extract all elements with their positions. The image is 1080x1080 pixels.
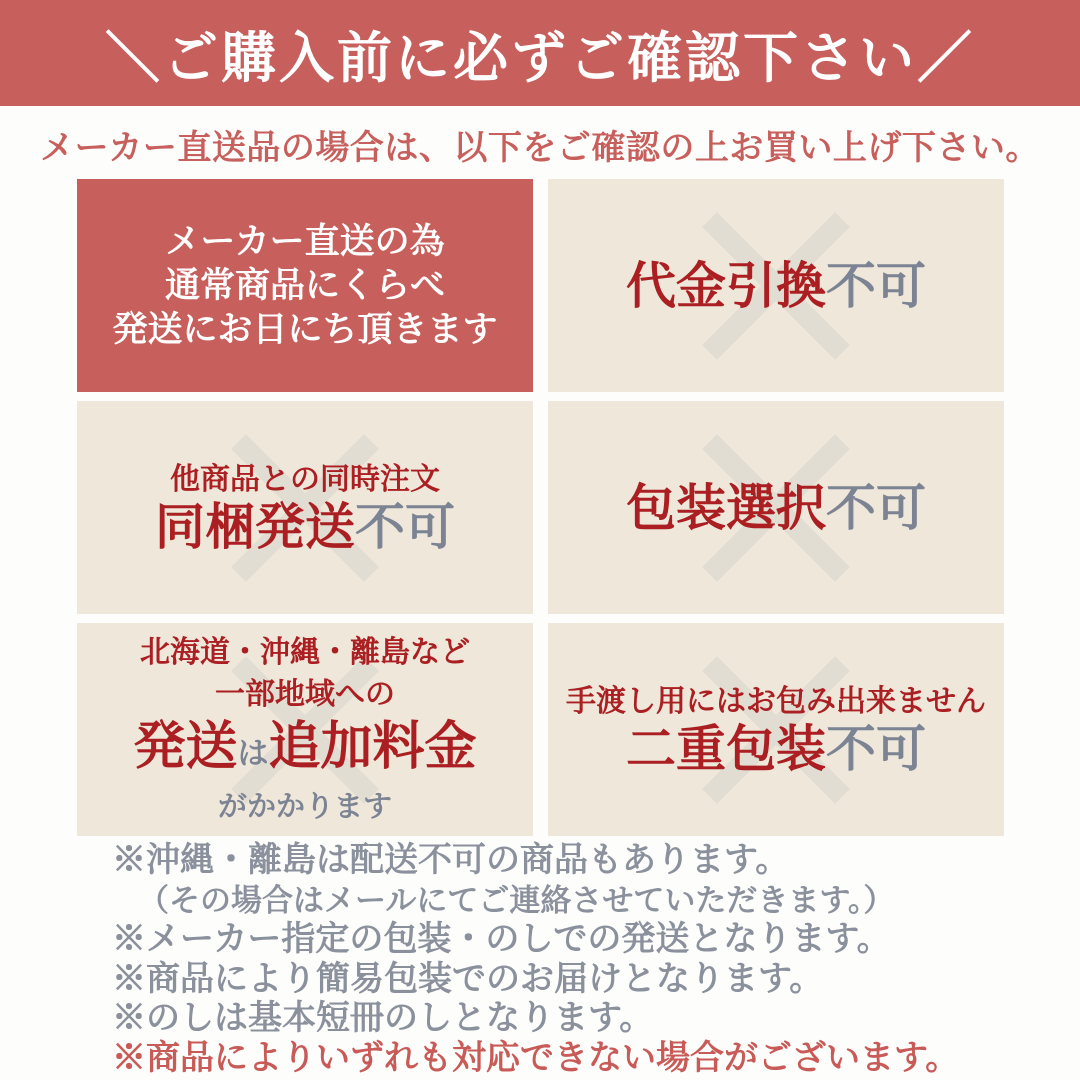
footnote-line: ※メーカー指定の包装・のしでの発送となります。 — [112, 920, 891, 958]
not-available-label: 不可 — [355, 498, 455, 555]
particle-label: は — [237, 736, 269, 771]
cell-line: 通常商品にくらべ — [164, 265, 445, 305]
subtitle-text: メーカー直送品の場合は、以下をご確認の上お買い上げ下さい。 — [40, 129, 1040, 167]
restriction-label: 同梱発送 — [155, 498, 355, 555]
cell-main-text — [626, 721, 926, 777]
not-available-label: 不可 — [826, 257, 926, 314]
cell-main-text — [133, 718, 476, 783]
cell-main-text — [155, 499, 455, 555]
not-available-label: 不可 — [826, 720, 926, 777]
cell-text-block — [626, 258, 926, 314]
footnote-line: ※商品により簡易包装でのお届けとなります。 — [112, 959, 824, 998]
notice-cell-wrapping-choice — [548, 401, 1004, 614]
footnote-line: ※のしは基本短冊のしとなります。 — [112, 999, 654, 1037]
cell-small-text: 他商品との同時注文 — [170, 462, 440, 496]
notice-cell-double-wrapping — [548, 623, 1004, 836]
footnote-line-warning: ※商品によりいずれも対応できない場合がございます。 — [112, 1038, 960, 1077]
footnotes — [112, 841, 959, 1078]
cell-line: 発送にお日にち頂きます — [112, 309, 498, 349]
cell-line: メーカー直送の為 — [165, 221, 445, 261]
cell-small-text: 一部地域への — [215, 678, 395, 711]
cell-small-text: 北海道・沖縄・離島など — [140, 636, 470, 669]
restriction-label: 二重包装 — [626, 720, 826, 777]
footnote-line: ※沖縄・離島は配送不可の商品もあります。 — [112, 841, 790, 879]
notice-cell-direct-shipping — [77, 179, 533, 392]
cell-small-text: 手渡し用にはお包み出来ません — [566, 684, 986, 718]
cell-text-block — [112, 220, 497, 352]
notice-cell-remote-area-fee — [77, 623, 533, 836]
cell-main-text — [626, 480, 926, 536]
cell-small-gray-text: がかかります — [217, 791, 392, 823]
notice-grid — [77, 179, 1004, 836]
notice-cell-bundled-shipping — [77, 401, 533, 614]
restriction-label: 包装選択 — [626, 479, 826, 536]
extra-fee-label: 追加料金 — [268, 718, 477, 776]
cell-main-text — [626, 258, 926, 314]
footnote-line: （その場合はメールにてご連絡させていただきます。） — [138, 882, 895, 918]
page-title: ＼ご購入前に必ずご確認下さい／ — [104, 26, 975, 89]
header-band — [0, 0, 1080, 106]
cell-text-block — [133, 634, 476, 825]
cell-text-block — [566, 683, 986, 777]
not-available-label: 不可 — [826, 479, 926, 536]
cell-text-block — [155, 461, 455, 555]
shipping-label: 発送 — [133, 718, 238, 776]
notice-cell-cod — [548, 179, 1004, 392]
restriction-label: 代金引換 — [626, 257, 826, 314]
cell-text-block — [626, 480, 926, 536]
